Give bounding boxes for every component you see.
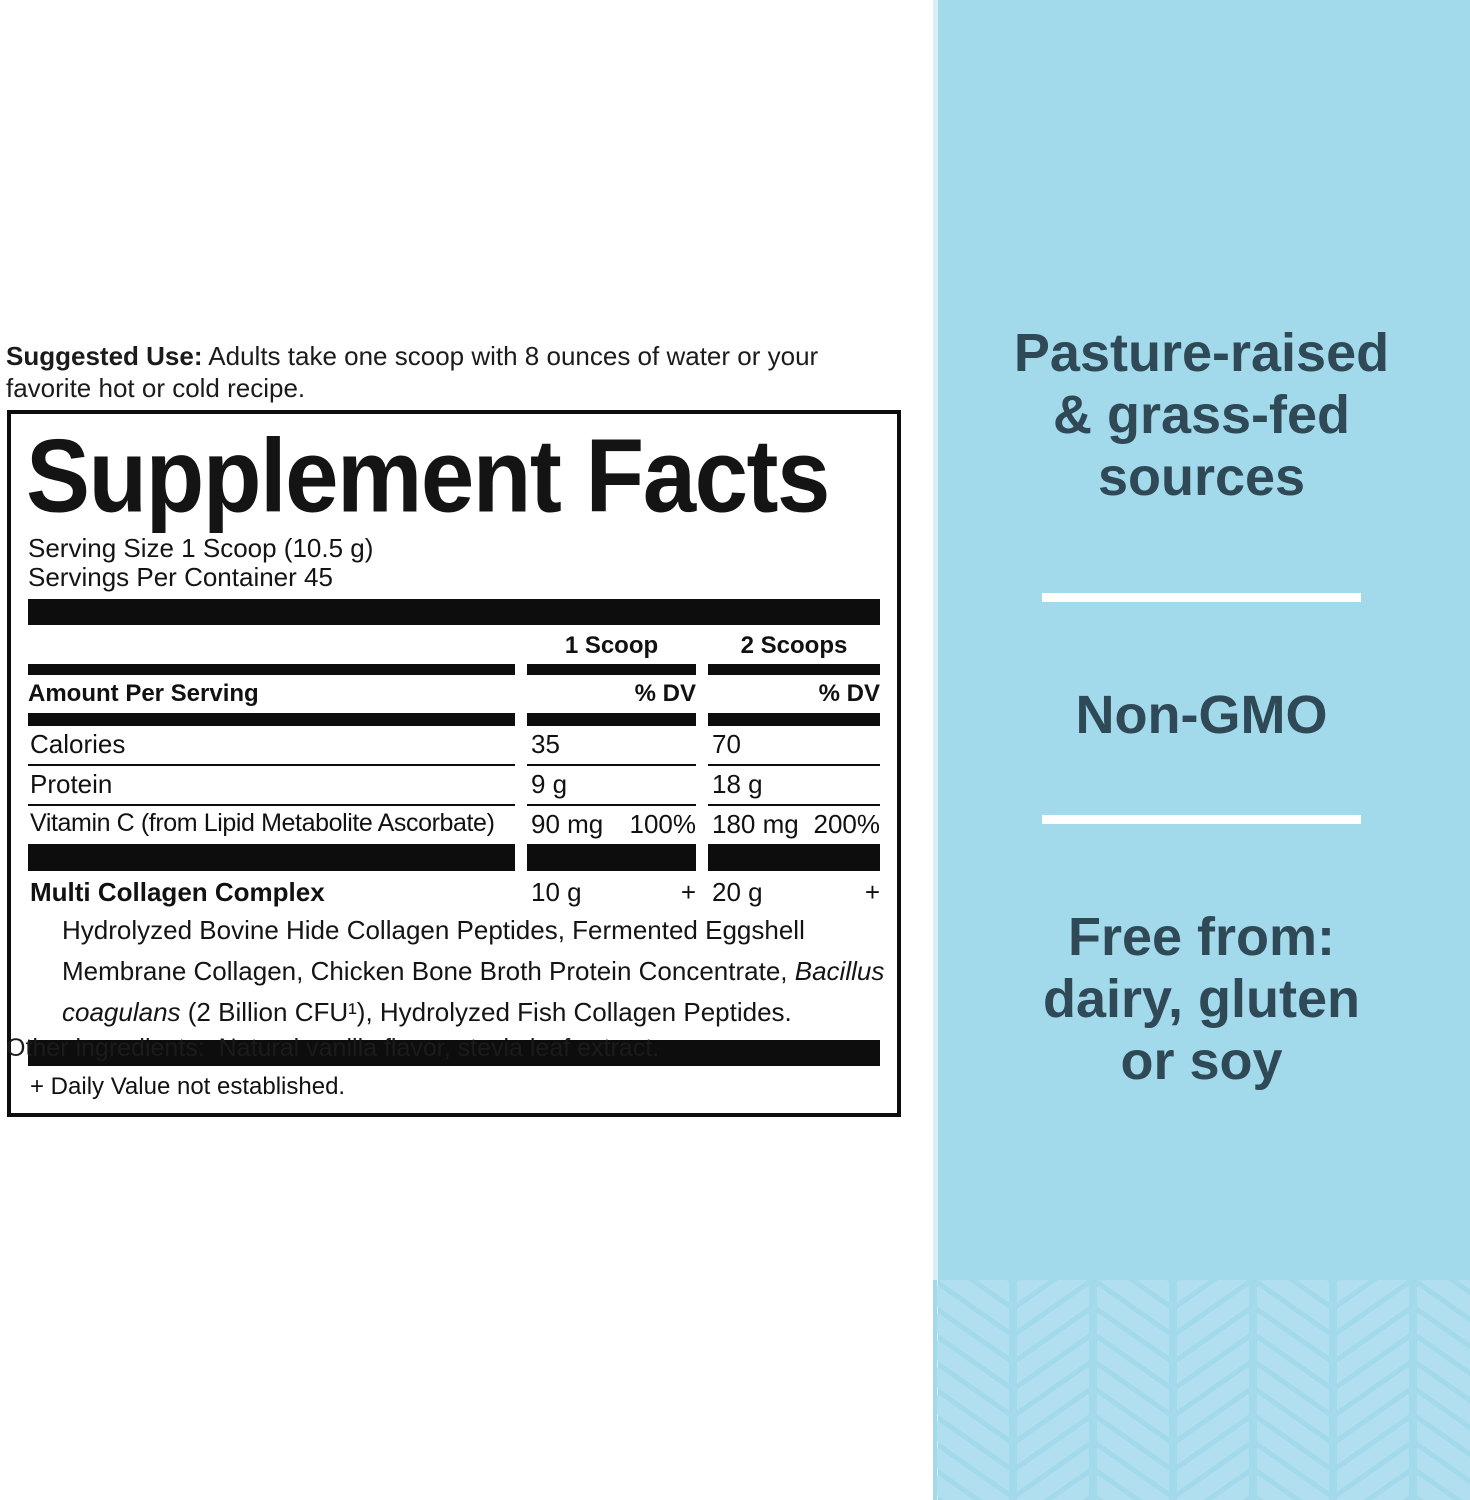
claims-divider bbox=[1042, 815, 1361, 824]
claim-non-gmo: Non-GMO bbox=[1075, 685, 1328, 745]
claim-free-from: Free from: dairy, gluten or soy bbox=[1042, 907, 1361, 1091]
column-header-1-scoop: 1 Scoop bbox=[564, 632, 659, 660]
vitamin-c-2scoops-dv: 200% bbox=[813, 809, 880, 840]
table-row-protein: Protein 9 g 18 g bbox=[28, 766, 880, 806]
dv-header-1: % DV bbox=[634, 680, 696, 708]
table-bar-segments bbox=[28, 844, 880, 871]
claims-divider bbox=[1042, 593, 1361, 602]
table-bar-segments bbox=[28, 664, 880, 675]
claim-pasture-raised: Pasture-raised & grass-fed sources bbox=[1013, 323, 1390, 507]
amount-per-serving-row bbox=[28, 675, 880, 713]
amount-per-serving-label: Amount Per Serving bbox=[28, 680, 259, 708]
complex-ingredients-description: Hydrolyzed Bovine Hide Collagen Peptides, Fermented Eggshell Membrane Collagen, Chicken Bone Broth Protein Concentrate, Bacillus coagulans (2 Billion CFU¹), Hydrolyzed Fish Collagen Peptides. bbox=[62, 915, 885, 1028]
vitamin-c-1scoop: 90 mg bbox=[531, 809, 604, 840]
vitamin-c-2scoops: 180 mg bbox=[712, 809, 799, 840]
other-ingredients-text: Other ingredients: Natural vanilla flavor, stevia leaf extract. bbox=[6, 1034, 660, 1062]
scoop-header-row bbox=[28, 625, 880, 664]
complex-1scoop: 10 g bbox=[531, 877, 582, 908]
dv-header-2: % DV bbox=[818, 680, 880, 708]
suggested-use-label: Suggested Use: bbox=[6, 341, 203, 371]
daily-value-footnote: + Daily Value not established. bbox=[30, 1073, 346, 1101]
suggested-use-line2: favorite hot or cold recipe. bbox=[6, 373, 306, 403]
table-row-calories: Calories 35 70 bbox=[28, 726, 880, 766]
protein-1scoop: 9 g bbox=[531, 769, 568, 800]
serving-size: Serving Size 1 Scoop (10.5 g) bbox=[28, 533, 374, 564]
vitamin-c-1scoop-dv: 100% bbox=[629, 809, 696, 840]
table-row-vitamin-c: Vitamin C (from Lipid Metabolite Ascorbate) 90 mg 100% 180 mg 200% bbox=[30, 809, 880, 840]
claims-panel bbox=[933, 0, 1470, 1500]
complex-2scoops-dv: + bbox=[864, 877, 880, 908]
suggested-use-rest: Adults take one scoop with 8 ounces of water or your bbox=[202, 341, 819, 371]
supplement-facts-title: Supplement Facts bbox=[26, 418, 829, 534]
table-bar-top bbox=[28, 599, 880, 625]
table-row-multi-collagen-complex: Multi Collagen Complex 10 g + 20 g + bbox=[30, 877, 880, 908]
calories-1scoop: 35 bbox=[531, 729, 560, 760]
calories-2scoops: 70 bbox=[712, 729, 741, 760]
chevron-pattern bbox=[933, 1280, 1470, 1500]
panel-edge-highlight bbox=[933, 0, 938, 1500]
servings-per-container: Servings Per Container 45 bbox=[28, 562, 333, 593]
column-header-2-scoops: 2 Scoops bbox=[740, 632, 848, 660]
suggested-use-line1 bbox=[6, 340, 906, 372]
complex-2scoops: 20 g bbox=[712, 877, 763, 908]
protein-2scoops: 18 g bbox=[712, 769, 763, 800]
suggested-use-text bbox=[6, 340, 906, 404]
table-bar-segments bbox=[28, 713, 880, 726]
complex-1scoop-dv: + bbox=[680, 877, 696, 908]
supplement-facts-box bbox=[7, 410, 901, 1117]
